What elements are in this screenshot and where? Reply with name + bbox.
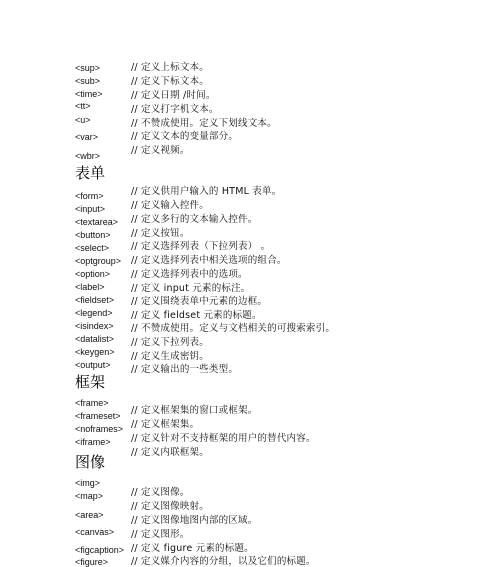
desc-map: // 定义图像映射。 — [131, 501, 209, 512]
tag-figure: <figure> — [75, 557, 109, 567]
section-heading-frames: 框架 — [75, 373, 106, 391]
tag-sup: <sup> — [75, 63, 101, 73]
section-heading-images: 图像 — [75, 453, 106, 471]
tag-button: <button> — [75, 230, 111, 240]
desc-figcaption: // 定义 figure 元素的标题。 — [131, 543, 254, 554]
desc-keygen: // 定义生成密钥。 — [131, 351, 209, 362]
desc-time: // 定义日期 /时间。 — [131, 90, 216, 101]
desc-isindex: // 不赞成使用。定义与文档相关的可搜索索引。 — [131, 323, 336, 334]
desc-wbr: // 定义视频。 — [131, 145, 190, 156]
tag-optgroup: <optgroup> — [75, 256, 122, 266]
desc-textarea: // 定义多行的文本输入控件。 — [131, 214, 258, 225]
desc-iframe: // 定义针对不支持框架的用户的替代内容。 — [131, 433, 316, 444]
tag-img: <img> — [75, 478, 101, 488]
tag-map: <map> — [75, 491, 104, 501]
tag-legend: <legend> — [75, 308, 113, 318]
tag-area: <area> — [75, 510, 104, 520]
desc-area: // 定义图像地图内部的区域。 — [131, 515, 258, 526]
desc-button: // 定义按钮。 — [131, 228, 190, 239]
desc-form: // 定义供用户输入的 HTML 表单。 — [131, 186, 282, 197]
desc-legend: // 定义 fieldset 元素的标题。 — [131, 310, 262, 321]
tag-canvas: <canvas> — [75, 527, 115, 537]
desc-output: // 定义输出的一些类型。 — [131, 364, 239, 375]
tag-input: <input> — [75, 204, 106, 214]
desc-tt: // 定义打字机文本。 — [131, 104, 219, 115]
tag-datalist: <datalist> — [75, 334, 115, 344]
desc-sup: // 定义上标文本。 — [131, 62, 209, 73]
tag-isindex: <isindex> — [75, 321, 114, 331]
desc-fieldset: // 定义围绕表单中元素的边框。 — [131, 296, 268, 307]
tag-sub: <sub> — [75, 76, 101, 86]
desc-sub: // 定义下标文本。 — [131, 76, 209, 87]
desc-u: // 不赞成使用。定义下划线文本。 — [131, 118, 277, 129]
desc-var: // 定义文本的变量部分。 — [131, 131, 239, 142]
desc-frameset: // 定义框架集的窗口或框架。 — [131, 405, 258, 416]
desc-option: // 定义选择列表中的选项。 — [131, 269, 248, 280]
tag-select: <select> — [75, 243, 110, 253]
tag-u: <u> — [75, 115, 91, 125]
tag-iframe: <iframe> — [75, 437, 111, 447]
tag-frame: <frame> — [75, 398, 109, 408]
tag-var: <var> — [75, 132, 99, 142]
tag-frameset: <frameset> — [75, 411, 121, 421]
tag-time: <time> — [75, 89, 103, 99]
tag-figcaption: <figcaption> — [75, 545, 125, 555]
desc-figure: // 定义媒介内容的分组，以及它们的标题。 — [131, 556, 316, 567]
section-heading-forms: 表单 — [75, 164, 106, 182]
tag-fieldset: <fieldset> — [75, 295, 115, 305]
tag-wbr: <wbr> — [75, 151, 101, 161]
desc-noframes: // 定义框架集。 — [131, 419, 200, 430]
desc-inline-frame: // 定义内联框架。 — [131, 447, 209, 458]
tag-noframes: <noframes> — [75, 424, 124, 434]
tag-tt: <tt> — [75, 101, 91, 111]
desc-input: // 定义输入控件。 — [131, 200, 209, 211]
tag-form: <form> — [75, 191, 104, 201]
desc-datalist: // 定义下拉列表。 — [131, 337, 209, 348]
desc-canvas: // 定义图形。 — [131, 529, 190, 540]
tag-output: <output> — [75, 360, 111, 370]
tag-textarea: <textarea> — [75, 217, 119, 227]
desc-select: // 定义选择列表（下拉列表） 。 — [131, 241, 271, 252]
desc-img: // 定义图像。 — [131, 487, 190, 498]
tag-keygen: <keygen> — [75, 347, 115, 357]
desc-optgroup: // 定义选择列表中相关选项的组合。 — [131, 255, 287, 266]
tag-option: <option> — [75, 269, 111, 279]
desc-label: // 定义 input 元素的标注。 — [131, 283, 251, 294]
tag-label: <label> — [75, 282, 105, 292]
